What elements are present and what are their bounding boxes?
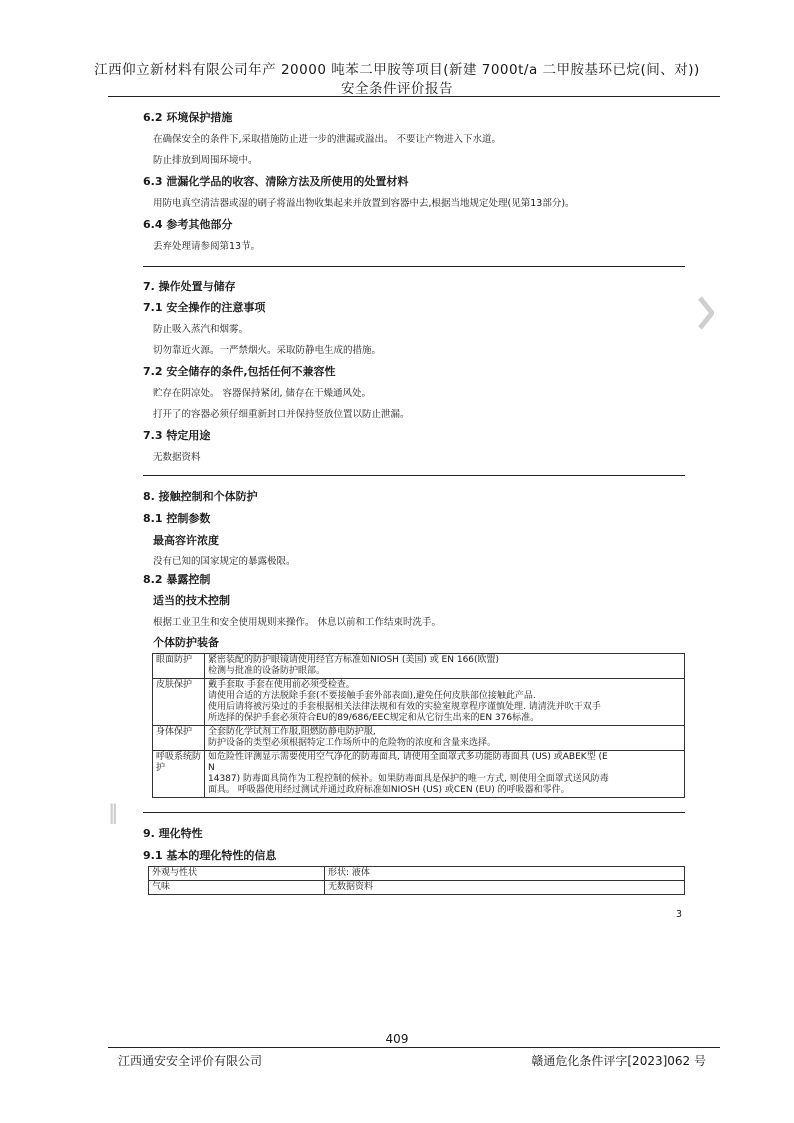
section-6-2-heading: 6.2 环境保护措施 — [143, 111, 233, 124]
ppe-line: N — [208, 763, 215, 773]
ppe-value-skin — [205, 679, 685, 726]
section-6-4-text-1: 丢弃处理请参阅第13节。 — [153, 241, 261, 252]
section-6-2-text-2: 防止排放到周围环境中。 — [153, 155, 258, 166]
section-8-heading: 8. 接触控制和个体防护 — [143, 490, 258, 503]
ppe-line: 面具。 呼吸器使用经过测试并通过政府标准如NIOSH (US) 或CEN (EU) 的呼吸器和零件。 — [208, 785, 570, 795]
section-7-2-heading: 7.2 安全储存的条件,包括任何不兼容性 — [143, 365, 336, 378]
page-number: 409 — [385, 1032, 409, 1046]
section-8-2-text-1: 根据工业卫生和安全使用规则来操作。 休息以前和工作结束时洗手。 — [153, 617, 442, 628]
section-8-1-text-1: 没有已知的国家规定的暴露极限。 — [153, 556, 296, 567]
section-7-1-text-1: 防止吸入蒸汽和烟雾。 — [153, 324, 249, 335]
section-7-heading: 7. 操作处置与储存 — [143, 280, 236, 293]
ppe-line: 如危险性评测显示需要使用空气净化的防毒面具, 请使用全面罩式多功能防毒面具 (US) 或ABEK型 (E — [208, 752, 608, 762]
section-divider-8 — [143, 475, 685, 476]
table-row — [149, 867, 685, 881]
table-row — [153, 726, 685, 751]
header-title-line2: 安全条件评价报告 — [341, 81, 453, 97]
ppe-line: 使用后请将被污染过的手套根据相关法律法规和有效的实验室规章程序谨慎处理. 请清洗并吹干双手 — [208, 702, 601, 712]
section-7-3-heading: 7.3 特定用途 — [143, 429, 211, 442]
ppe-value-eye — [205, 654, 685, 679]
chevron-right-icon — [698, 296, 714, 330]
ppe-line: 全套防化学试剂工作服,阻燃防静电防护服, — [208, 727, 376, 737]
section-divider-9 — [143, 812, 685, 813]
footer-company: 江西通安安全评价有限公司 — [118, 1054, 263, 1068]
ppe-line: 检测与批准的设备防护眼部。 — [208, 666, 326, 676]
section-divider-7 — [143, 266, 685, 267]
table-row — [153, 679, 685, 726]
properties-table — [148, 866, 685, 895]
section-8-1-subheading: 最高容许浓度 — [153, 534, 219, 547]
section-6-3-text-1: 用防电真空清洁器或湿的刷子将溢出物收集起来并放置到容器中去,根据当地规定处理(见第13部分)。 — [153, 198, 575, 209]
header-rule — [108, 96, 720, 97]
footer-document-number: 赣通危化条件评字[2023]062 号 — [531, 1054, 706, 1068]
section-7-3-text-1: 无数据资料 — [153, 452, 201, 463]
section-8-1-heading: 8.1 控制参数 — [143, 512, 211, 525]
ppe-table — [152, 653, 685, 798]
section-7-1-text-2: 切勿靠近火源。一严禁烟火。采取防静电生成的措施。 — [153, 345, 382, 356]
ppe-label-skin: 皮肤保护 — [153, 679, 205, 726]
section-6-2-text-1: 在确保安全的条件下,采取措施防止进一步的泄漏或溢出。 不要让产物进入下水道。 — [153, 134, 502, 145]
ppe-line: 戴手套取 手套在使用前必须受检查。 — [208, 680, 355, 690]
property-key: 外观与性状 — [149, 867, 325, 881]
section-6-4-heading: 6.4 参考其他部分 — [143, 218, 233, 231]
header-title-line1: 江西仰立新材料有限公司年产 20000 吨苯二甲胺等项目(新建 7000t/a 二甲胺基环已烷(间、对)) — [94, 62, 700, 78]
section-7-2-text-2: 打开了的容器必须仔细重新封口并保持竖放位置以防止泄漏。 — [153, 409, 410, 420]
section-7-2-text-1: 贮存在阴凉处。 容器保持紧闭, 储存在干燥通风处。 — [153, 388, 372, 399]
ppe-label-body: 身体保护 — [153, 726, 205, 751]
ppe-line: 所选择的保护手套必须符合EU的89/686/EEC规定和从它衍生出来的EN 376标准。 — [208, 713, 540, 723]
table-row — [153, 654, 685, 679]
section-7-1-heading: 7.1 安全操作的注意事项 — [143, 301, 266, 314]
property-value: 无数据资料 — [325, 881, 685, 895]
ppe-value-body — [205, 726, 685, 751]
ppe-line: 请使用合适的方法脱除手套(不要接触手套外部表面),避免任何皮肤部位接触此产品. — [208, 691, 536, 701]
table-row — [149, 881, 685, 895]
ppe-line: 14387) 防毒面具筒作为工程控制的候补。如果防毒面具是保护的唯一方式, 则使用全面罩式送风防毒 — [208, 774, 609, 784]
property-value: 形状: 液体 — [325, 867, 685, 881]
footer-rule — [108, 1047, 720, 1048]
section-8-2-heading: 8.2 暴露控制 — [143, 573, 211, 586]
property-key: 气味 — [149, 881, 325, 895]
section-9-1-heading: 9.1 基本的理化特性的信息 — [143, 849, 277, 862]
ppe-line: 防护设备的类型必须根据特定工作场所中的危险物的浓度和含量来选择。 — [208, 738, 497, 748]
table-row — [153, 751, 685, 798]
section-9-heading: 9. 理化特性 — [143, 827, 203, 840]
section-8-2-subheading: 适当的技术控制 — [153, 594, 230, 607]
ppe-value-respiratory — [205, 751, 685, 798]
ppe-line: 紧密装配的防护眼镜请使用经官方标准如NIOSH (美国) 或 EN 166(欧盟) — [208, 655, 500, 665]
scan-mark-icon: ‖ — [108, 800, 118, 824]
inner-page-number: 3 — [676, 909, 683, 920]
section-6-3-heading: 6.3 泄漏化学品的收容、清除方法及所使用的处置材料 — [143, 175, 409, 188]
ppe-label-eye: 眼面防护 — [153, 654, 205, 679]
section-8-2-subheading-ppe: 个体防护装备 — [153, 636, 219, 649]
ppe-label-respiratory: 呼吸系统防护 — [153, 751, 205, 798]
